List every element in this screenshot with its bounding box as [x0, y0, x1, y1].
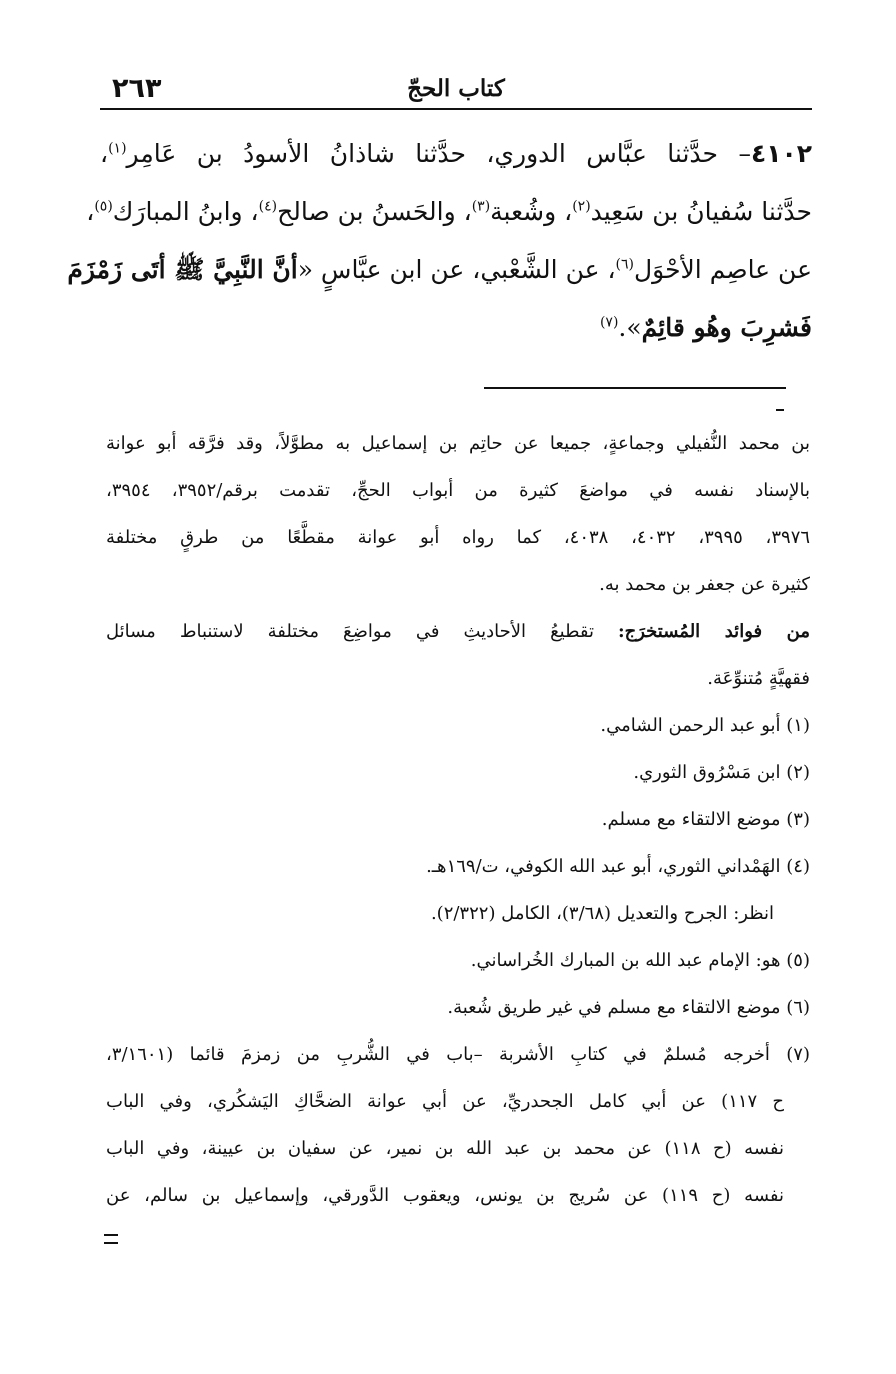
- hadith-line-3: عن عاصِم الأحْوَل$^{(٦)}$، عن الشَّعْبي، عن ابن عبَّاسٍ «أنَّ النَّبِيَّ ﷺ أتَى زَمْزَمَ: [67, 255, 812, 284]
- footnote-ref[interactable]: (٣): [471, 198, 491, 215]
- footnotes: [106, 420, 810, 1219]
- footnote-ref[interactable]: (٥): [94, 198, 113, 215]
- page-number: ٢٦٣: [112, 73, 162, 104]
- benefits-line: فقهيَّةٍ مُتنوِّعَة.: [707, 668, 810, 689]
- continuation-mark: [776, 409, 784, 411]
- footnote-7-line: نفسه (ح ١١٨) عن محمد بن عبد الله بن نمير، عن سفيان بن عيينة، وفي الباب: [106, 1138, 784, 1159]
- footnote-6: (٦) موضع الالتقاء مع مسلم في غير طريق شُعبة.: [447, 997, 810, 1018]
- footnote-2: (٢) ابن مَسْرُوق الثوري.: [633, 762, 810, 783]
- hadith-line-2: حدَّثنا سُفيانُ بن سَعِيد$^{(٢)}$، وشُعبة$^{(٣)}$، والحَسنُ بن صالح$^{(٤)}$، وابنُ المبارَك$^{(٥)}$،: [86, 197, 812, 226]
- footnote-ref[interactable]: (٤): [258, 198, 278, 215]
- hadith-text: [67, 125, 812, 357]
- header-rule: [100, 108, 812, 110]
- footnote-continuation-line: كثيرة عن جعفر بن محمد به.: [599, 574, 810, 595]
- benefits-line: من فوائد المُستخرَج: تقطيعُ الأحاديثِ في مواضِعَ مختلفة لاستنباط مسائل: [106, 621, 810, 642]
- footnote-continuation-line: بن محمد النُّفيلي وجماعةٍ، جميعا عن حاتِم بن إسماعيل به مطوَّلاً، وقد فرَّقه أبو عوانة: [106, 433, 810, 454]
- footnote-7-line: نفسه (ح ١١٩) عن سُريج بن يونس، ويعقوب الدَّورقي، وإسماعيل بن سالم، عن: [106, 1185, 784, 1206]
- matn-text: فَشرِبَ وهُو قائِمٌ: [641, 313, 812, 342]
- footnote-continuation-line: ٣٩٧٦، ٣٩٩٥، ٤٠٣٢، ٤٠٣٨، كما رواه أبو عوانة مقطَّعًا من طرقٍ مختلفة: [106, 527, 811, 548]
- page-header: [100, 72, 812, 106]
- footnote-5: (٥) هو: الإمام عبد الله بن المبارك الخُراساني.: [470, 950, 810, 971]
- running-title: كتاب الحجّ: [407, 75, 505, 102]
- footnote-7-line: ح ١١٧) عن أبي كامل الجحدريِّ، عن أبي عوانة الضحَّاكِ اليَشكُري، وفي الباب: [106, 1091, 785, 1112]
- footnote-separator: [484, 387, 786, 389]
- footnote-4-ref: انظر: الجرح والتعديل (٣/٦٨)، الكامل (٢/٣٢٢).: [430, 903, 774, 924]
- footnote-1: (١) أبو عبد الرحمن الشامي.: [600, 715, 810, 736]
- footnote-ref[interactable]: (٦): [615, 256, 635, 273]
- footnote-ref[interactable]: (١): [108, 140, 127, 157]
- footnote-4: (٤) الهَمْداني الثوري، أبو عبد الله الكوفي، ت/١٦٩هـ.: [426, 856, 810, 877]
- footnote-continuation-line: بالإسناد نفسه في مواضعَ كثيرة من أبواب الحجِّ، تقدمت برقم/٣٩٥٢، ٣٩٥٤،: [106, 480, 811, 501]
- hadith-line-1: ٤١٠٢– حدَّثنا عبَّاس الدوري، حدَّثنا شاذانُ الأسودُ بن عَامِر$^{(١)}$،: [100, 139, 812, 168]
- footnote-ref[interactable]: (٧): [599, 314, 619, 331]
- hadith-number: ٤١٠٢: [750, 139, 812, 168]
- hadith-line-4: فَشرِبَ وهُو قائِمٌ».$^{(٧)}$: [599, 313, 812, 342]
- footnote-7: (٧) أخرجه مُسلمٌ في كتابِ الأشربة –باب في الشُّربِ من زمزمَ قائما (٣/١٦٠١،: [106, 1044, 810, 1065]
- footnote-ref[interactable]: (٢): [572, 198, 591, 215]
- continues-mark: [104, 1234, 118, 1244]
- benefits-label: من فوائد المُستخرَج:: [617, 621, 810, 642]
- footnote-3: (٣) موضع الالتقاء مع مسلم.: [601, 809, 810, 830]
- matn-text: أنَّ النَّبِيَّ ﷺ أتَى زَمْزَمَ: [67, 255, 298, 284]
